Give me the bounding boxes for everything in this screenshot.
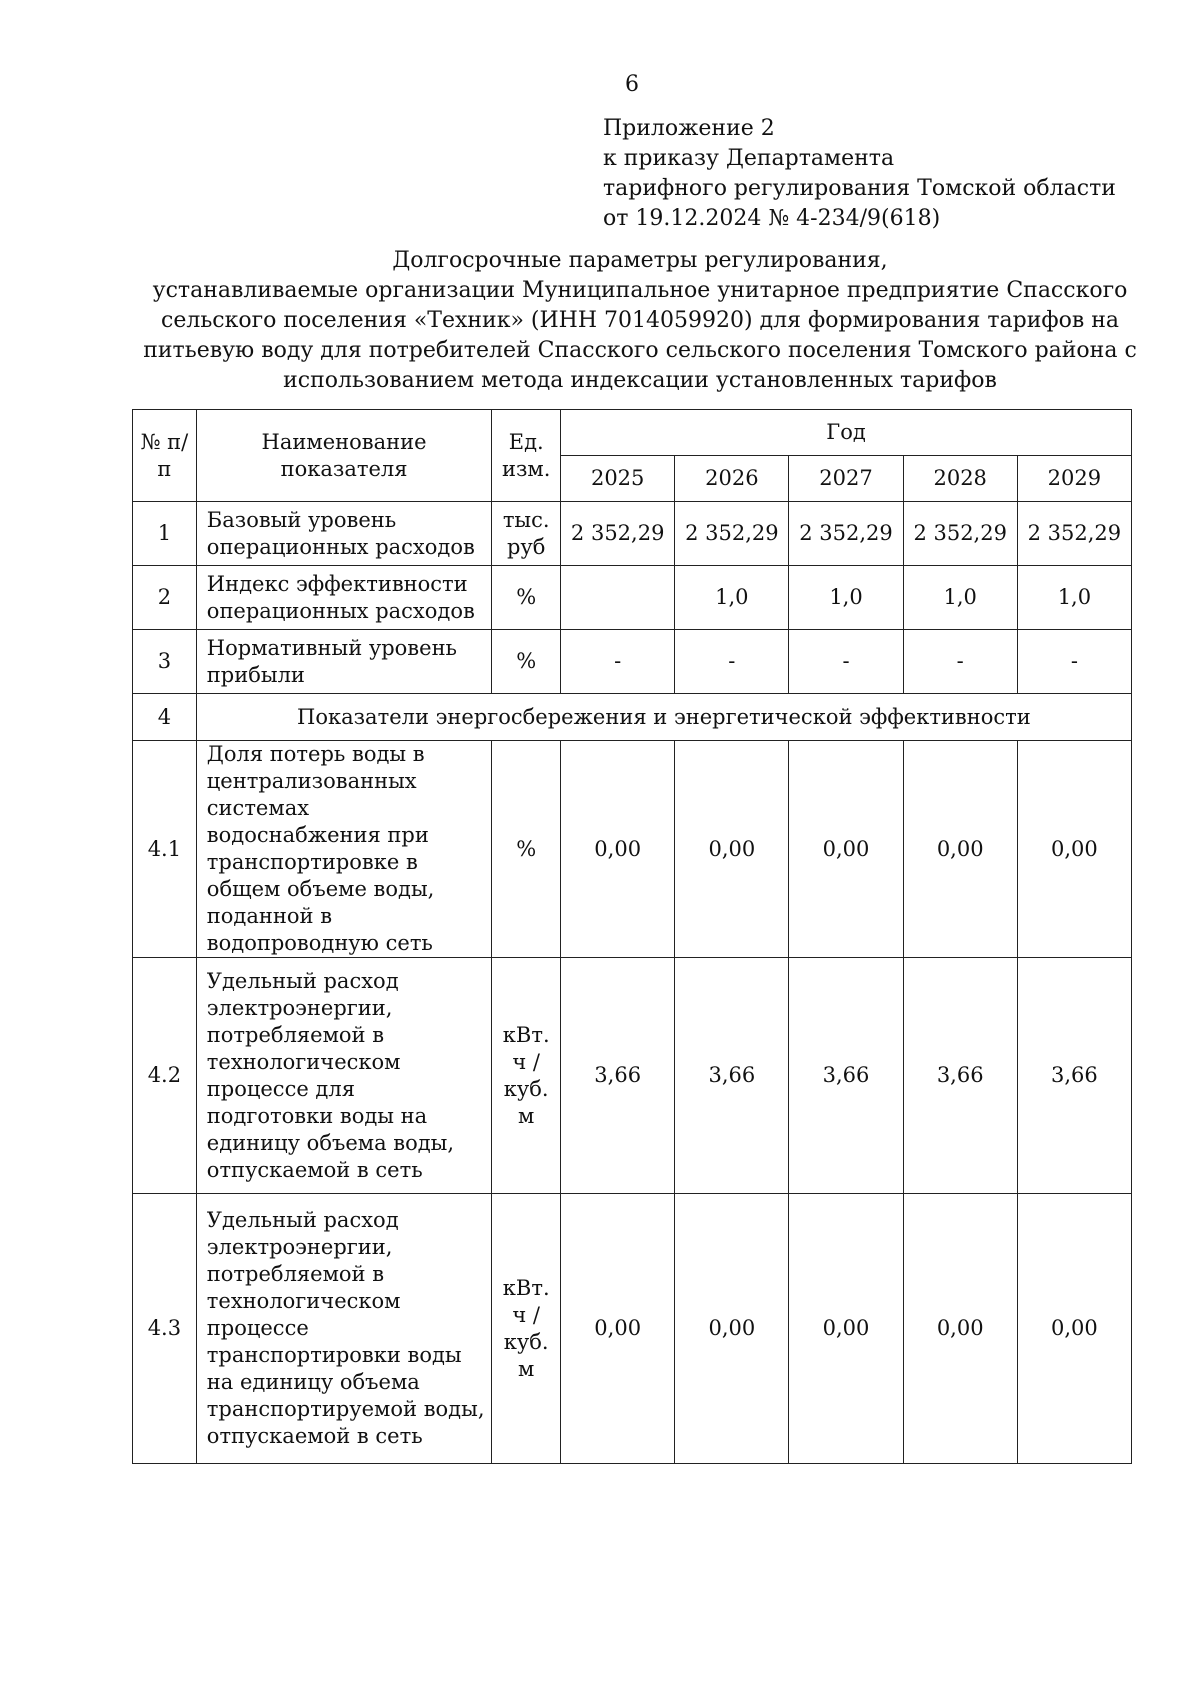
appendix-line: от 19.12.2024 № 4-234/9(618): [603, 206, 941, 231]
row-unit: кВт. ч / куб. м: [492, 958, 561, 1194]
row-num: 2: [133, 566, 197, 630]
title-line: сельского поселения «Техник» (ИНН 7014059920) для формирования тарифов на: [161, 308, 1119, 333]
table-row: [133, 502, 1132, 566]
table-row: [133, 958, 1132, 1194]
appendix-block: [603, 114, 1116, 234]
row-value: -: [789, 630, 903, 694]
header-name: Наименование показателя: [196, 410, 492, 502]
row-value: 0,00: [1017, 741, 1131, 958]
row-value: 2 352,29: [1017, 502, 1131, 566]
row-value: 0,00: [561, 1194, 675, 1464]
row-num: 4.1: [133, 741, 197, 958]
row-value: 1,0: [903, 566, 1017, 630]
table-row: [133, 566, 1132, 630]
row-value: 1,0: [675, 566, 789, 630]
row-value: 2 352,29: [789, 502, 903, 566]
page-number: 6: [625, 72, 639, 97]
parameters-table: [132, 409, 1132, 1464]
row-value: 0,00: [675, 1194, 789, 1464]
header-year-group: Год: [561, 410, 1132, 456]
row-value: 0,00: [789, 741, 903, 958]
document-title: [120, 246, 1160, 396]
appendix-line: Приложение 2: [603, 116, 775, 141]
row-num: 4.3: [133, 1194, 197, 1464]
row-value: 2 352,29: [561, 502, 675, 566]
row-value: 0,00: [1017, 1194, 1131, 1464]
title-line: Долгосрочные параметры регулирования,: [392, 248, 888, 273]
table-row: [133, 630, 1132, 694]
row-name: Удельный расход электроэнергии, потребляемой в технологическом процессе для подготовки воды на единицу объема воды, отпускаемой в сеть: [196, 958, 492, 1194]
row-num: 4: [133, 694, 197, 741]
row-value: 0,00: [789, 1194, 903, 1464]
row-value: 0,00: [903, 741, 1017, 958]
row-unit: %: [492, 566, 561, 630]
row-num: 4.2: [133, 958, 197, 1194]
row-unit: %: [492, 741, 561, 958]
header-num: № п/п: [133, 410, 197, 502]
row-value: 3,66: [675, 958, 789, 1194]
table-row: [133, 1194, 1132, 1464]
table-section-row: [133, 694, 1132, 741]
header-year: 2028: [903, 456, 1017, 502]
row-value: 1,0: [789, 566, 903, 630]
row-name: Доля потерь воды в централизованных системах водоснабжения при транспортировке в общем объеме воды, поданной в водопроводную сеть: [196, 741, 492, 958]
header-unit: Ед. изм.: [492, 410, 561, 502]
header-year: 2026: [675, 456, 789, 502]
row-value: 3,66: [903, 958, 1017, 1194]
row-value: -: [561, 630, 675, 694]
row-unit: %: [492, 630, 561, 694]
row-value: 3,66: [561, 958, 675, 1194]
row-value: 1,0: [1017, 566, 1131, 630]
row-value: 2 352,29: [675, 502, 789, 566]
appendix-line: к приказу Департамента: [603, 146, 895, 171]
appendix-line: тарифного регулирования Томской области: [603, 176, 1116, 201]
row-unit: кВт. ч / куб. м: [492, 1194, 561, 1464]
row-value: 0,00: [675, 741, 789, 958]
table-row: [133, 741, 1132, 958]
title-line: устанавливаемые организации Муниципальное унитарное предприятие Спасского: [152, 278, 1128, 303]
row-value: 3,66: [1017, 958, 1131, 1194]
row-value: -: [903, 630, 1017, 694]
row-value: [561, 566, 675, 630]
row-value: -: [675, 630, 789, 694]
row-num: 3: [133, 630, 197, 694]
row-value: 0,00: [561, 741, 675, 958]
title-line: использованием метода индексации установленных тарифов: [283, 368, 997, 393]
header-year: 2027: [789, 456, 903, 502]
header-year: 2025: [561, 456, 675, 502]
row-name: Удельный расход электроэнергии, потребляемой в технологическом процессе транспортировки воды на единицу объема транспортируемой воды, отпускаемой в сеть: [196, 1194, 492, 1464]
row-num: 1: [133, 502, 197, 566]
title-line: питьевую воду для потребителей Спасского сельского поселения Томского района с: [143, 338, 1137, 363]
section-title: Показатели энергосбережения и энергетической эффективности: [196, 694, 1131, 741]
row-unit: тыс. руб: [492, 502, 561, 566]
row-value: 0,00: [903, 1194, 1017, 1464]
header-year: 2029: [1017, 456, 1131, 502]
row-value: 2 352,29: [903, 502, 1017, 566]
row-value: 3,66: [789, 958, 903, 1194]
row-value: -: [1017, 630, 1131, 694]
row-name: Базовый уровень операционных расходов: [196, 502, 492, 566]
row-name: Нормативный уровень прибыли: [196, 630, 492, 694]
row-name: Индекс эффективности операционных расходов: [196, 566, 492, 630]
